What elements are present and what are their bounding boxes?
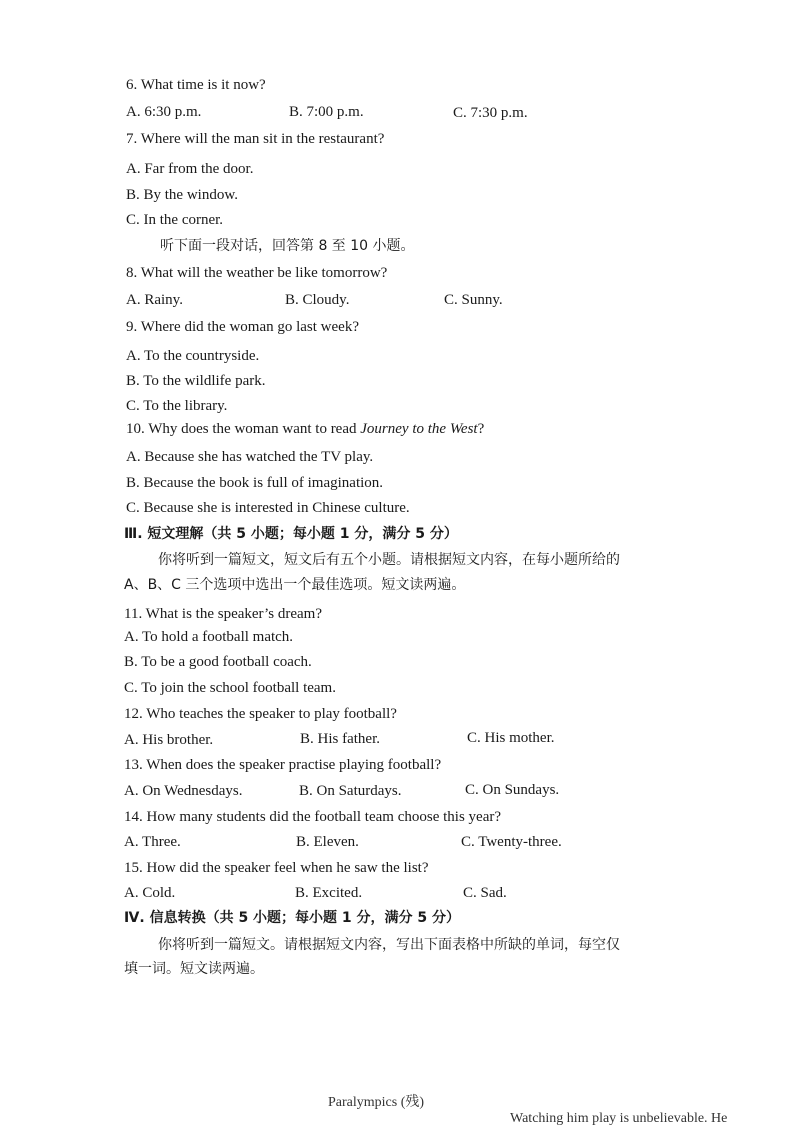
section-3-instruction-2: A、B、C 三个选项中选出一个最佳选项。短文读两遍。 (124, 577, 466, 593)
q9-stem: 9. Where did the woman go last week? (126, 319, 359, 335)
q14-stem: 14. How many students did the football team choose this year? (124, 809, 501, 825)
q10-option-b: B. Because the book is full of imagination. (126, 475, 384, 491)
q10-stem (126, 420, 484, 438)
q11-option-c: C. To join the school football team. (124, 680, 336, 696)
q8-stem: 8. What will the weather be like tomorrow? (126, 265, 388, 281)
q12-option-c: C. His mother. (467, 730, 555, 746)
q6-option-a: A. 6:30 p.m. (126, 104, 202, 120)
q12-option-a: A. His brother. (124, 732, 214, 748)
q6-option-b: B. 7:00 p.m. (289, 104, 364, 120)
q15-stem: 15. How did the speaker feel when he saw the list? (124, 860, 429, 876)
q8-option-b: B. Cloudy. (285, 292, 350, 308)
section-4-instruction-2: 填一词。短文读两遍。 (124, 961, 264, 977)
q15-option-a: A. Cold. (124, 885, 176, 901)
q10-option-a: A. Because she has watched the TV play. (126, 449, 374, 465)
q13-stem: 13. When does the speaker practise playing football? (124, 757, 442, 773)
q10-book-title: Journey to the West (360, 421, 478, 437)
section-4-instruction-1: 你将听到一篇短文。请根据短文内容，写出下面表格中所缺的单词，每空仅 (158, 937, 620, 953)
q9-option-c: C. To the library. (126, 398, 228, 414)
q13-option-a: A. On Wednesdays. (124, 783, 243, 799)
q7-stem: 7. Where will the man sit in the restaurant? (126, 131, 385, 147)
q12-option-b: B. His father. (300, 731, 380, 747)
q12-stem: 12. Who teaches the speaker to play football? (124, 706, 397, 722)
fragment-watching: Watching him play is unbelievable. He (510, 1111, 728, 1126)
fragment-paralympics: Paralympics (残) (328, 1095, 425, 1110)
q7-option-a: A. Far from the door. (126, 161, 254, 177)
q14-option-c: C. Twenty-three. (461, 834, 562, 850)
section-3-instruction-1: 你将听到一篇短文，短文后有五个小题。请根据短文内容，在每小题所给的 (158, 552, 620, 568)
q15-option-c: C. Sad. (463, 885, 507, 901)
q14-option-a: A. Three. (124, 834, 181, 850)
q15-option-b: B. Excited. (295, 885, 363, 901)
q7-option-b: B. By the window. (126, 187, 238, 203)
section-3-heading: Ⅲ. 短文理解（共 5 小题；每小题 1 分，满分 5 分） (124, 526, 458, 542)
section-4-heading: Ⅳ. 信息转换（共 5 小题；每小题 1 分，满分 5 分） (124, 910, 461, 926)
q13-option-c: C. On Sundays. (465, 782, 560, 798)
q11-option-a: A. To hold a football match. (124, 629, 294, 645)
instruction-8-10: 听下面一段对话，回答第 8 至 10 小题。 (160, 238, 415, 254)
q14-option-b: B. Eleven. (296, 834, 359, 850)
q6-option-c: C. 7:30 p.m. (453, 105, 528, 121)
q9-option-a: A. To the countryside. (126, 348, 260, 364)
q10-stem-text: 10. Why does the woman want to read (126, 421, 361, 437)
q8-option-a: A. Rainy. (126, 292, 183, 308)
q10-stem-end: ? (477, 421, 485, 437)
q6-stem: 6. What time is it now? (126, 77, 266, 93)
q13-option-b: B. On Saturdays. (299, 783, 402, 799)
q8-option-c: C. Sunny. (444, 292, 503, 308)
q10-option-c: C. Because she is interested in Chinese culture. (126, 500, 410, 516)
q9-option-b: B. To the wildlife park. (126, 373, 266, 389)
q11-stem: 11. What is the speaker’s dream? (124, 606, 322, 622)
q7-option-c: C. In the corner. (126, 212, 224, 228)
q11-option-b: B. To be a good football coach. (124, 654, 312, 670)
